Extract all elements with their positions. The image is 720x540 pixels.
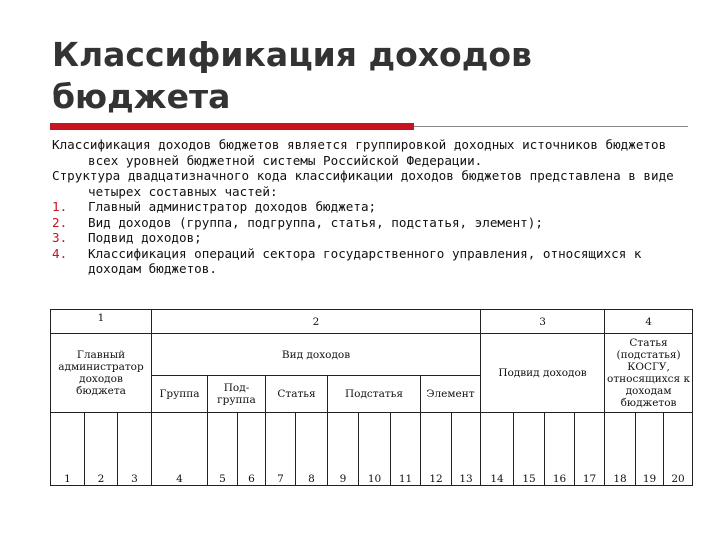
digit-cell: 8: [296, 413, 328, 486]
admin-line: бюджета: [76, 385, 126, 397]
podgruppa-line: Под-: [223, 382, 250, 394]
digit-cell: 13: [452, 413, 481, 486]
body-text: [52, 137, 692, 277]
list-text: Классификация операций сектора государственного управления, относящихся к доходам бюджетов.: [88, 245, 642, 276]
kosgu-line: относящихся к: [607, 373, 691, 385]
digit-cell: 14: [481, 413, 514, 486]
digit-cell: 2: [85, 413, 118, 486]
digit-cell: 7: [266, 413, 296, 486]
classification-table: [50, 309, 693, 486]
gruppa-header: Группа: [152, 376, 208, 413]
part-header: 4: [605, 310, 693, 334]
part-header: 2: [152, 310, 481, 334]
digit-cell: 16: [545, 413, 575, 486]
kosgu-line: бюджетов: [620, 397, 677, 409]
admin-header: [51, 334, 152, 413]
statya-header: Статья: [266, 376, 328, 413]
kosgu-line: Статья: [629, 337, 668, 349]
slide-title: Классификация доходов бюджета: [52, 35, 532, 116]
digit-cell: 17: [575, 413, 605, 486]
digit-cell: 10: [359, 413, 391, 486]
vid-header: Вид доходов: [152, 334, 481, 376]
digit-cell: 12: [421, 413, 452, 486]
digit-cell: 3: [118, 413, 152, 486]
digit-cell: 20: [664, 413, 693, 486]
list-item: [52, 246, 692, 277]
kosgu-line: доходам: [625, 385, 672, 397]
list-text: Вид доходов (группа, подгруппа, статья, подстатья, элемент);: [88, 214, 543, 230]
title-underline-red: [50, 123, 414, 130]
kosgu-line: (подстатья): [616, 349, 681, 361]
podgruppa-line: группа: [217, 394, 256, 406]
title-underline-gray: [414, 126, 688, 127]
structure-paragraph: Структура двадцатизначного кода классификации доходов бюджетов представлена в виде четырех составных частей:: [52, 168, 674, 199]
list-text: Главный администратор доходов бюджета;: [88, 199, 377, 214]
podvid-header: Подвид доходов: [481, 334, 605, 413]
digit-cell: 15: [514, 413, 545, 486]
digit-cell: 18: [605, 413, 636, 486]
kosgu-header: [605, 334, 693, 413]
digit-cell: 6: [238, 413, 266, 486]
part-header: 1: [51, 310, 152, 334]
digit-cell: 9: [328, 413, 359, 486]
intro-paragraph: Классификация доходов бюджетов является группировкой доходных источников бюджетов всех уровней бюджетной системы Российской Федерации.: [52, 137, 667, 168]
list-item: [52, 230, 692, 246]
list-item: [52, 215, 692, 231]
digit-cell: 19: [636, 413, 664, 486]
list-text: Подвид доходов;: [88, 230, 202, 245]
podstatya-header: Подстатья: [328, 376, 421, 413]
list-number: 1.: [52, 199, 68, 214]
kosgu-line: КОСГУ,: [627, 361, 670, 373]
list-number: 4.: [52, 245, 68, 261]
digit-cell: 5: [208, 413, 238, 486]
part-header: 3: [481, 310, 605, 334]
list-number: 3.: [52, 230, 68, 245]
digit-cell: 1: [51, 413, 85, 486]
list-item: [52, 199, 692, 215]
digit-cell: 11: [391, 413, 421, 486]
podgruppa-header: [208, 376, 266, 413]
admin-line: администратор: [58, 361, 144, 373]
element-header: Элемент: [421, 376, 481, 413]
list-number: 2.: [52, 214, 68, 230]
digit-cell: 4: [152, 413, 208, 486]
admin-line: доходов: [79, 373, 123, 385]
admin-line: Главный: [76, 349, 126, 361]
